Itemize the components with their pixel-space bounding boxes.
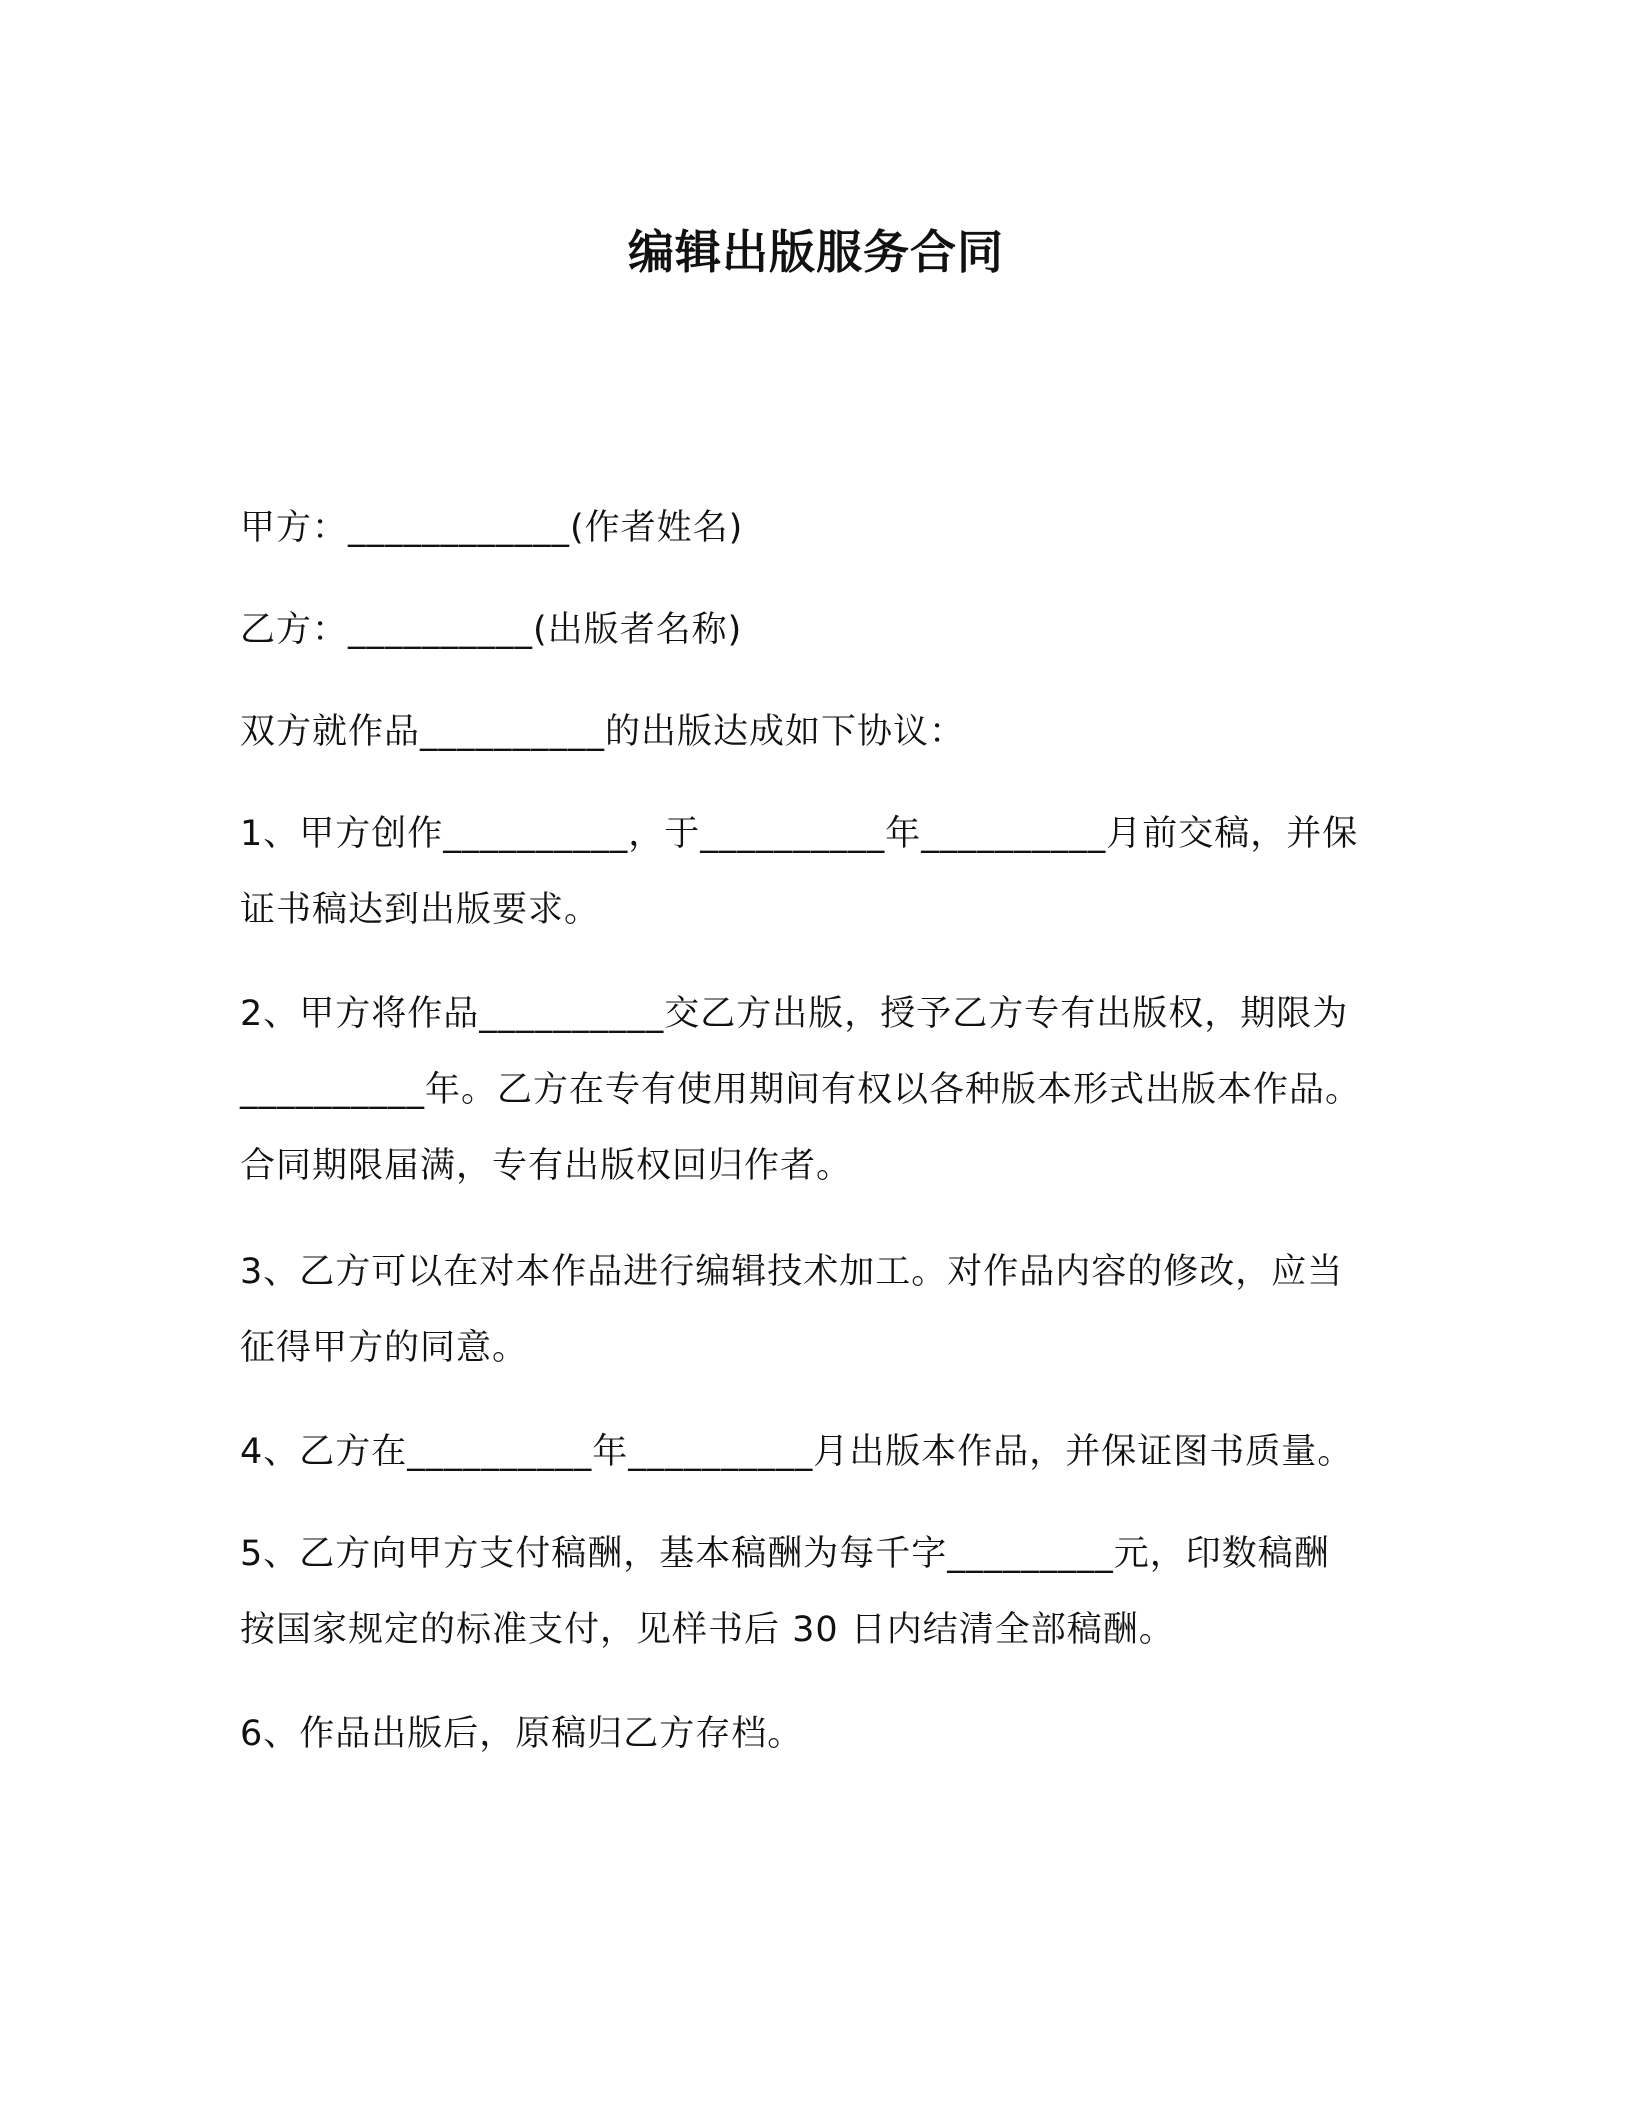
intro-before: 双方就作品	[240, 712, 421, 752]
clause-2-line-1: 2、甲方将作品__________交乙方出版，授予乙方专有出版权，期限为	[240, 994, 1349, 1034]
clause-2	[240, 976, 1400, 1204]
clause-5	[240, 1516, 1400, 1668]
intro-line	[240, 694, 1400, 770]
party-b-label: 乙方：	[240, 610, 349, 650]
clause-2-line-2: __________年。乙方在专有使用期间有权以各种版本形式出版本作品。	[240, 1070, 1362, 1110]
intro-blank: __________	[420, 712, 606, 752]
party-b-line	[240, 592, 1400, 668]
party-a-blank: ____________	[348, 508, 571, 548]
clause-6-line-1: 6、作品出版后，原稿归乙方存档。	[240, 1714, 804, 1754]
party-a-line	[240, 490, 1400, 566]
clause-5-line-1: 5、乙方向甲方支付稿酬，基本稿酬为每千字_________元，印数稿酬	[240, 1534, 1330, 1574]
clause-1	[240, 796, 1400, 948]
clause-3-line-2: 征得甲方的同意。	[240, 1328, 529, 1368]
party-b-blank: __________	[348, 610, 534, 650]
clause-3-line-1: 3、乙方可以在对本作品进行编辑技术加工。对作品内容的修改，应当	[240, 1252, 1344, 1292]
clause-4	[240, 1414, 1400, 1490]
clause-1-line-2: 证书稿达到出版要求。	[240, 890, 601, 930]
party-b-note: (出版者名称)	[533, 610, 743, 650]
clause-6	[240, 1696, 1400, 1772]
clause-2-line-3: 合同期限届满，专有出版权回归作者。	[240, 1146, 853, 1186]
document-title: 编辑出版服务合同	[628, 225, 1004, 279]
clause-3	[240, 1234, 1400, 1386]
party-a-note: (作者姓名)	[570, 508, 744, 548]
clause-5-line-2: 按国家规定的标准支付，见样书后 30 日内结清全部稿酬。	[240, 1610, 1175, 1650]
intro-after: 的出版达成如下协议：	[605, 712, 966, 752]
clause-1-line-1: 1、甲方创作__________，于__________年__________月前交稿，并保	[240, 814, 1359, 854]
clause-4-line-1: 4、乙方在__________年__________月出版本作品，并保证图书质量。	[240, 1432, 1354, 1472]
party-a-label: 甲方：	[240, 508, 349, 548]
